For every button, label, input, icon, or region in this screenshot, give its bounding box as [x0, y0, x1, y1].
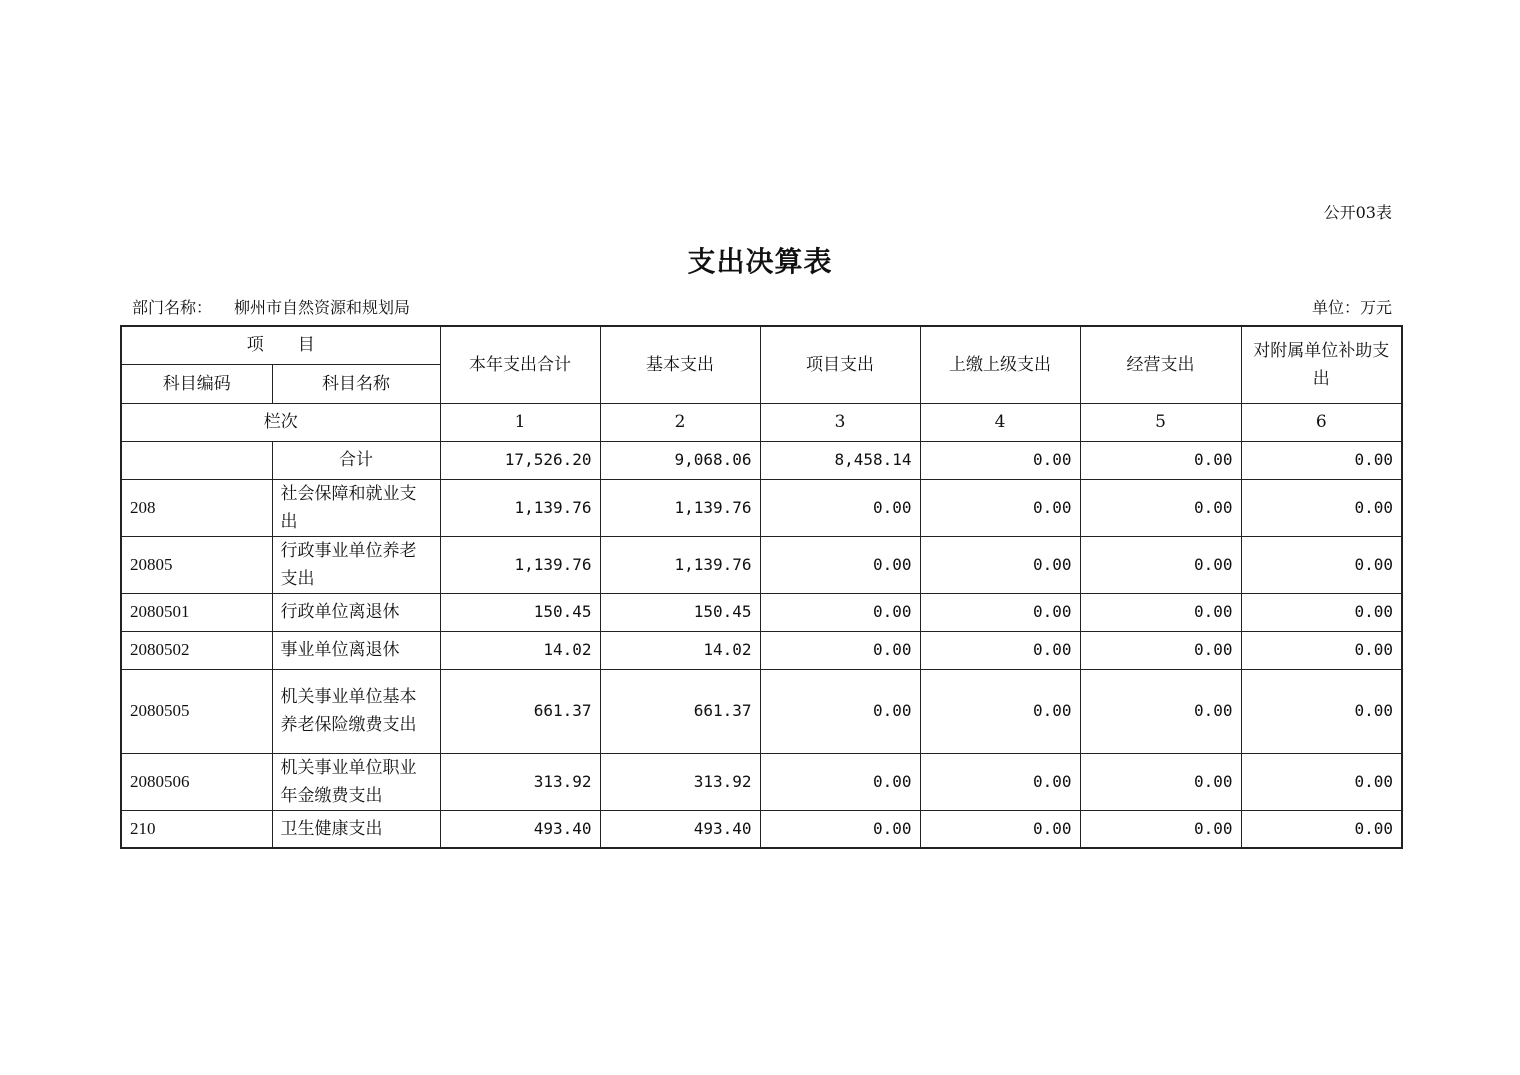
form-number: 公开03表: [1323, 203, 1392, 222]
table-row: [121, 753, 1402, 810]
total-value: 0.00: [1241, 441, 1402, 479]
row-code: 2080502: [121, 631, 272, 669]
total-row: [121, 441, 1402, 479]
row-value: 1,139.76: [600, 479, 760, 536]
header-project: 项目支出: [760, 326, 920, 403]
expenditure-table: [120, 325, 1403, 849]
row-value: 0.00: [760, 753, 920, 810]
row-value: 0.00: [920, 753, 1080, 810]
row-value: 0.00: [920, 593, 1080, 631]
row-value: 313.92: [600, 753, 760, 810]
total-code: [121, 441, 272, 479]
table-row: [121, 631, 1402, 669]
row-code: 210: [121, 810, 272, 848]
row-value: 0.00: [920, 810, 1080, 848]
total-value: 9,068.06: [600, 441, 760, 479]
index-col: 1: [440, 403, 600, 441]
row-value: 0.00: [1241, 593, 1402, 631]
header-code: 科目编码: [121, 364, 272, 403]
total-value: 8,458.14: [760, 441, 920, 479]
index-col: 6: [1241, 403, 1402, 441]
header-subsidy: 对附属单位补助支出: [1241, 326, 1402, 403]
row-value: 0.00: [1080, 593, 1241, 631]
total-name: 合计: [272, 441, 440, 479]
page-title: 支出决算表: [687, 245, 833, 278]
total-value: 17,526.20: [440, 441, 600, 479]
header-name: 科目名称: [272, 364, 440, 403]
index-col: 4: [920, 403, 1080, 441]
row-code: 2080506: [121, 753, 272, 810]
total-value: 0.00: [920, 441, 1080, 479]
row-value: 0.00: [1080, 631, 1241, 669]
table-row: [121, 536, 1402, 593]
row-value: 0.00: [920, 479, 1080, 536]
index-col: 3: [760, 403, 920, 441]
row-value: 0.00: [920, 669, 1080, 753]
row-value: 0.00: [1080, 810, 1241, 848]
row-value: 0.00: [1080, 479, 1241, 536]
row-name: 机关事业单位职业年金缴费支出: [272, 753, 440, 810]
row-value: 493.40: [440, 810, 600, 848]
header-business: 经营支出: [1080, 326, 1241, 403]
unit-label: 单位：万元: [1311, 298, 1392, 317]
row-value: 0.00: [1080, 753, 1241, 810]
header-item: 项 目: [121, 326, 440, 364]
row-value: 0.00: [760, 631, 920, 669]
row-value: 0.00: [1241, 810, 1402, 848]
row-name: 社会保障和就业支出: [272, 479, 440, 536]
index-col: 5: [1080, 403, 1241, 441]
index-col: 2: [600, 403, 760, 441]
table-row: [121, 593, 1402, 631]
total-value: 0.00: [1080, 441, 1241, 479]
row-value: 0.00: [1241, 631, 1402, 669]
row-value: 1,139.76: [440, 479, 600, 536]
row-value: 0.00: [760, 479, 920, 536]
index-label: 栏次: [121, 403, 440, 441]
table-row: [121, 479, 1402, 536]
row-code: 2080505: [121, 669, 272, 753]
department-label: 部门名称：: [132, 298, 213, 317]
row-name: 卫生健康支出: [272, 810, 440, 848]
table-row: [121, 669, 1402, 753]
row-name: 事业单位离退休: [272, 631, 440, 669]
table-row: [121, 810, 1402, 848]
header-total: 本年支出合计: [440, 326, 600, 403]
row-value: 493.40: [600, 810, 760, 848]
row-name: 机关事业单位基本养老保险缴费支出: [272, 669, 440, 753]
header-basic: 基本支出: [600, 326, 760, 403]
row-value: 0.00: [1241, 536, 1402, 593]
row-name: 行政事业单位养老支出: [272, 536, 440, 593]
row-value: 0.00: [760, 810, 920, 848]
header-row-top: [121, 326, 1402, 364]
row-code: 208: [121, 479, 272, 536]
row-value: 0.00: [920, 631, 1080, 669]
department-line: [132, 295, 410, 318]
row-value: 661.37: [440, 669, 600, 753]
row-value: 14.02: [440, 631, 600, 669]
row-value: 0.00: [920, 536, 1080, 593]
row-value: 150.45: [440, 593, 600, 631]
header-upper: 上缴上级支出: [920, 326, 1080, 403]
row-value: 661.37: [600, 669, 760, 753]
row-value: 0.00: [760, 593, 920, 631]
row-value: 1,139.76: [600, 536, 760, 593]
row-value: 0.00: [1241, 669, 1402, 753]
row-name: 行政单位离退休: [272, 593, 440, 631]
row-value: 0.00: [1241, 479, 1402, 536]
row-value: 313.92: [440, 753, 600, 810]
row-value: 0.00: [760, 536, 920, 593]
row-value: 14.02: [600, 631, 760, 669]
row-value: 1,139.76: [440, 536, 600, 593]
row-value: 0.00: [1080, 536, 1241, 593]
row-code: 20805: [121, 536, 272, 593]
row-value: 0.00: [1241, 753, 1402, 810]
index-row: [121, 403, 1402, 441]
department-name: 柳州市自然资源和规划局: [234, 298, 411, 317]
row-value: 0.00: [760, 669, 920, 753]
row-value: 150.45: [600, 593, 760, 631]
row-value: 0.00: [1080, 669, 1241, 753]
row-code: 2080501: [121, 593, 272, 631]
